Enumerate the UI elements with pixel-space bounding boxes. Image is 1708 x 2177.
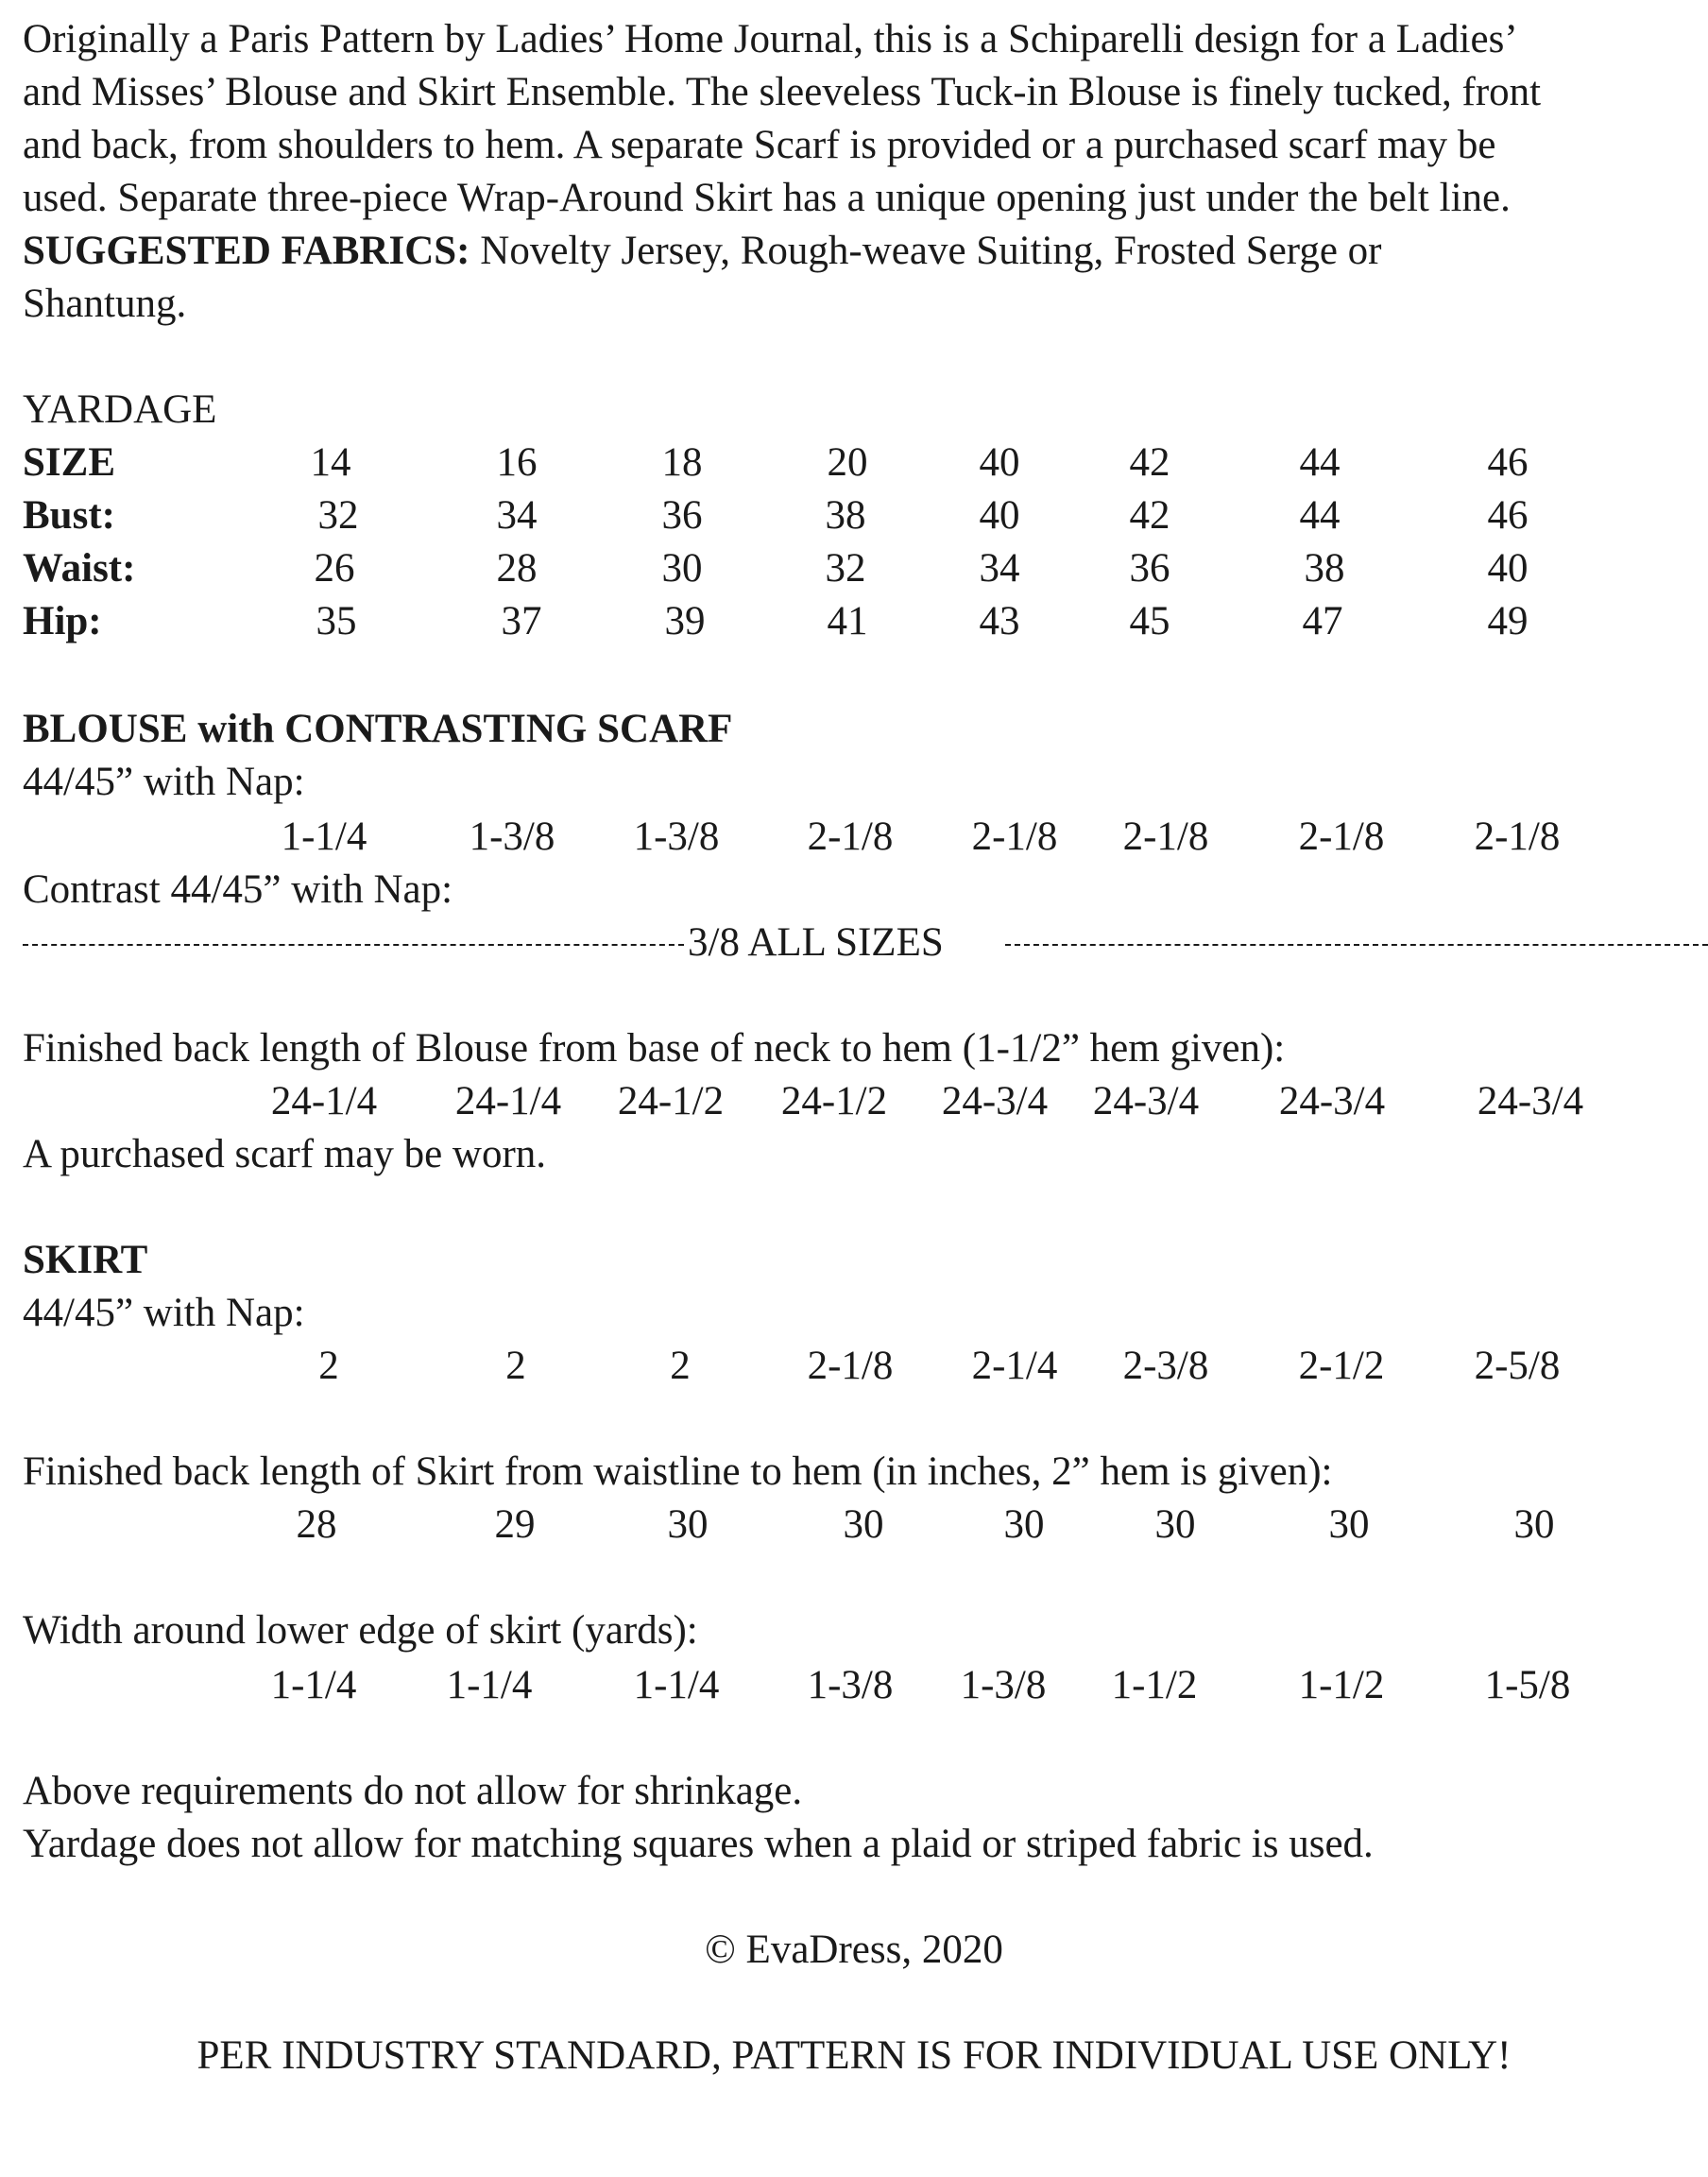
hip-cell: 45 xyxy=(1129,599,1170,643)
plaid-note: Yardage does not allow for matching squares when a plaid or striped fabric is used. xyxy=(23,1822,1374,1866)
skirt-width-label: Width around lower edge of skirt (yards): xyxy=(23,1608,698,1653)
blouse-length-cell: 24-1/2 xyxy=(780,1079,888,1123)
waist-cell: 36 xyxy=(1129,546,1170,591)
bust-cell: 32 xyxy=(317,493,359,538)
intro-line-1: Originally a Paris Pattern by Ladies’ Home Journal, this is a Schiparelli design for a Ladies’ xyxy=(23,17,1518,61)
blouse-nap-cell: 2-1/8 xyxy=(971,814,1058,859)
skirt-back-length-label: Finished back length of Skirt from waistline to hem (in inches, 2” hem is given): xyxy=(23,1449,1333,1494)
suggested-fabrics-line xyxy=(23,225,1381,278)
bust-cell: 38 xyxy=(825,493,866,538)
blouse-nap-cell: 2-1/8 xyxy=(807,814,894,859)
contrast-all-sizes-text: 3/8 ALL SIZES xyxy=(688,920,944,965)
blouse-nap-row xyxy=(0,811,1708,864)
intro-line-4: used. Separate three-piece Wrap-Around Skirt has a unique opening just under the belt line. xyxy=(23,176,1511,220)
blouse-nap-label: 44/45” with Nap: xyxy=(23,760,305,804)
skirt-nap-cell: 2 xyxy=(318,1344,339,1388)
size-cell: 42 xyxy=(1129,440,1170,485)
skirt-width-cell: 1-1/4 xyxy=(633,1663,720,1707)
bust-cell: 40 xyxy=(979,493,1020,538)
skirt-length-cell: 30 xyxy=(843,1502,884,1547)
dashed-rule-right xyxy=(1005,944,1708,946)
hip-row xyxy=(0,595,1708,648)
bust-cell: 44 xyxy=(1299,493,1341,538)
skirt-nap-label: 44/45” with Nap: xyxy=(23,1291,305,1335)
waist-cell: 34 xyxy=(979,546,1020,591)
skirt-width-row xyxy=(0,1659,1708,1712)
blouse-nap-cell: 2-1/8 xyxy=(1298,814,1385,859)
size-cell: 44 xyxy=(1299,440,1341,485)
skirt-length-cell: 30 xyxy=(1328,1502,1370,1547)
blouse-heading: BLOUSE with CONTRASTING SCARF xyxy=(23,707,733,751)
skirt-width-cell: 1-3/8 xyxy=(960,1663,1047,1707)
size-cell: 46 xyxy=(1487,440,1529,485)
skirt-width-cell: 1-3/8 xyxy=(807,1663,894,1707)
bust-label: Bust: xyxy=(23,493,115,538)
skirt-length-cell: 28 xyxy=(296,1502,337,1547)
blouse-back-length-label: Finished back length of Blouse from base of neck to hem (1-1/2” hem given): xyxy=(23,1026,1286,1071)
waist-cell: 32 xyxy=(825,546,866,591)
hip-cell: 49 xyxy=(1487,599,1529,643)
skirt-nap-cell: 2-1/8 xyxy=(807,1344,894,1388)
size-cell: 16 xyxy=(496,440,538,485)
size-cell: 18 xyxy=(661,440,703,485)
skirt-width-cell: 1-1/4 xyxy=(270,1663,357,1707)
bust-row xyxy=(0,489,1708,542)
hip-cell: 41 xyxy=(827,599,868,643)
skirt-nap-cell: 2 xyxy=(505,1344,526,1388)
scarf-note: A purchased scarf may be worn. xyxy=(23,1132,547,1176)
skirt-nap-cell: 2-5/8 xyxy=(1474,1344,1561,1388)
hip-cell: 35 xyxy=(316,599,357,643)
skirt-nap-cell: 2-1/2 xyxy=(1298,1344,1385,1388)
suggested-fabrics-label: SUGGESTED FABRICS: xyxy=(23,229,470,273)
skirt-width-cell: 1-1/4 xyxy=(446,1663,533,1707)
dashed-rule-left xyxy=(23,944,684,946)
bust-cell: 42 xyxy=(1129,493,1170,538)
size-cell: 20 xyxy=(827,440,868,485)
intro-line-2: and Misses’ Blouse and Skirt Ensemble. The sleeveless Tuck-in Blouse is finely tucked, front xyxy=(23,70,1542,114)
contrast-nap-label: Contrast 44/45” with Nap: xyxy=(23,867,453,912)
blouse-length-cell: 24-1/4 xyxy=(454,1079,562,1123)
blouse-back-length-row xyxy=(0,1075,1708,1128)
waist-row xyxy=(0,542,1708,595)
hip-cell: 37 xyxy=(501,599,542,643)
waist-cell: 26 xyxy=(314,546,355,591)
skirt-nap-cell: 2-1/4 xyxy=(971,1344,1058,1388)
waist-cell: 40 xyxy=(1487,546,1529,591)
intro-line-3: and back, from shoulders to hem. A separate Scarf is provided or a purchased scarf may be xyxy=(23,123,1496,167)
usage-notice: PER INDUSTRY STANDARD, PATTERN IS FOR INDIVIDUAL USE ONLY! xyxy=(196,2033,1512,2078)
bust-cell: 36 xyxy=(661,493,703,538)
shrinkage-note: Above requirements do not allow for shrinkage. xyxy=(23,1769,803,1813)
skirt-nap-cell: 2 xyxy=(670,1344,691,1388)
bust-cell: 46 xyxy=(1487,493,1529,538)
blouse-nap-cell: 1-1/4 xyxy=(281,814,367,859)
skirt-length-cell: 30 xyxy=(1003,1502,1045,1547)
hip-label: Hip: xyxy=(23,599,102,643)
size-label: SIZE xyxy=(23,440,116,485)
contrast-all-sizes-line xyxy=(0,917,1708,969)
blouse-nap-cell: 2-1/8 xyxy=(1474,814,1561,859)
skirt-back-length-row xyxy=(0,1499,1708,1551)
blouse-length-cell: 24-1/4 xyxy=(270,1079,378,1123)
skirt-nap-row xyxy=(0,1340,1708,1393)
skirt-width-cell: 1-1/2 xyxy=(1111,1663,1198,1707)
size-cell: 40 xyxy=(979,440,1020,485)
skirt-width-cell: 1-1/2 xyxy=(1298,1663,1385,1707)
blouse-length-cell: 24-3/4 xyxy=(1278,1079,1386,1123)
blouse-nap-cell: 2-1/8 xyxy=(1122,814,1209,859)
skirt-length-cell: 30 xyxy=(1513,1502,1555,1547)
skirt-length-cell: 29 xyxy=(494,1502,536,1547)
hip-cell: 43 xyxy=(979,599,1020,643)
size-cell: 14 xyxy=(310,440,351,485)
blouse-length-cell: 24-3/4 xyxy=(1092,1079,1200,1123)
hip-cell: 39 xyxy=(664,599,706,643)
waist-cell: 30 xyxy=(661,546,703,591)
waist-cell: 38 xyxy=(1304,546,1345,591)
suggested-fabrics-text: Novelty Jersey, Rough-weave Suiting, Frosted Serge or xyxy=(470,229,1382,273)
blouse-nap-cell: 1-3/8 xyxy=(469,814,555,859)
bust-cell: 34 xyxy=(496,493,538,538)
waist-cell: 28 xyxy=(496,546,538,591)
skirt-length-cell: 30 xyxy=(667,1502,709,1547)
suggested-fabrics-line-2: Shantung. xyxy=(23,282,187,326)
skirt-heading: SKIRT xyxy=(23,1238,148,1282)
blouse-length-cell: 24-1/2 xyxy=(617,1079,725,1123)
skirt-width-cell: 1-5/8 xyxy=(1484,1663,1571,1707)
waist-label: Waist: xyxy=(23,546,136,591)
skirt-length-cell: 30 xyxy=(1154,1502,1196,1547)
size-row xyxy=(0,437,1708,489)
copyright: © EvaDress, 2020 xyxy=(705,1928,1003,1972)
blouse-nap-cell: 1-3/8 xyxy=(633,814,720,859)
yardage-heading: YARDAGE xyxy=(23,387,217,432)
blouse-length-cell: 24-3/4 xyxy=(1477,1079,1584,1123)
skirt-nap-cell: 2-3/8 xyxy=(1122,1344,1209,1388)
blouse-length-cell: 24-3/4 xyxy=(941,1079,1049,1123)
hip-cell: 47 xyxy=(1302,599,1343,643)
